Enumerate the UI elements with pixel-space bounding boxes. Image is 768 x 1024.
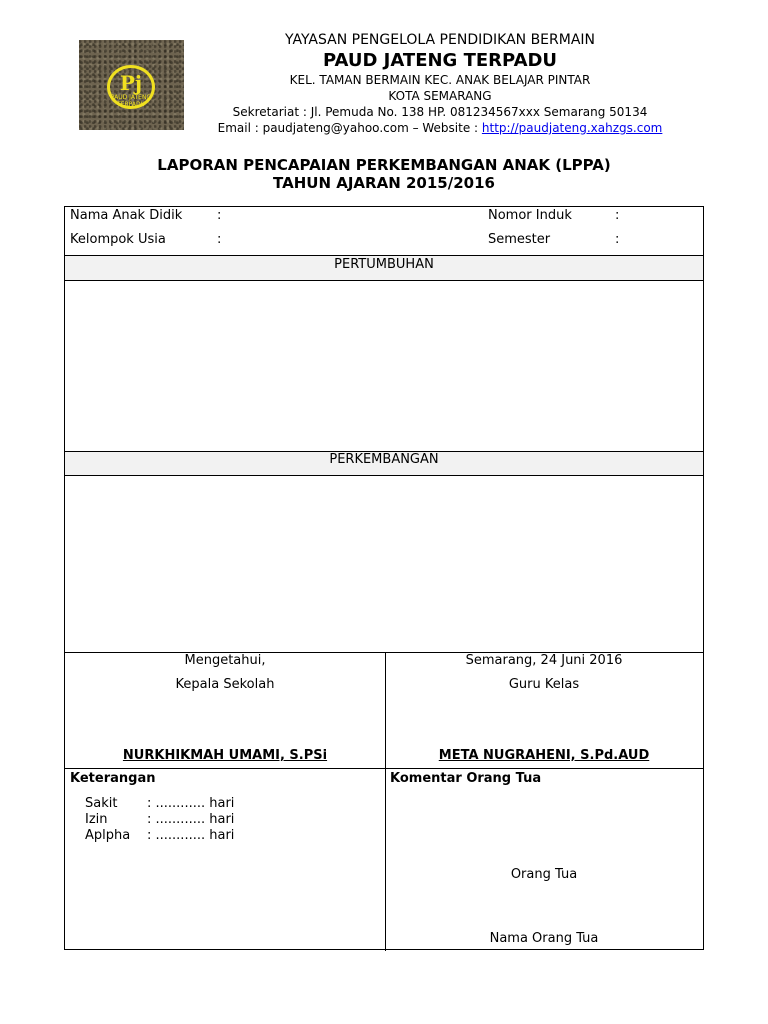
divider <box>65 768 703 769</box>
logo-subtext: PAUD JATENG TERPADU <box>110 94 152 108</box>
report-form <box>64 206 704 950</box>
website-link[interactable]: http://paudjateng.xahzgs.com <box>481 121 663 135</box>
principal-name: NURKHIKMAH UMAMI, S.PSi <box>122 748 328 763</box>
email-text: Email : paudjateng@yahoo.com – Website : <box>217 121 482 135</box>
growth-content-area[interactable] <box>65 281 703 451</box>
development-header <box>65 451 703 475</box>
principal-role: Kepala Sekolah <box>175 677 275 692</box>
id-number-colon: : <box>615 208 620 223</box>
growth-title: PERTUMBUHAN <box>334 257 434 272</box>
contact-line <box>200 121 680 135</box>
school-logo <box>79 40 184 130</box>
notes-title: Keterangan <box>70 771 156 786</box>
report-title: LAPORAN PENCAPAIAN PERKEMBANGAN ANAK (LPPA) <box>157 156 611 174</box>
principal-intro: Mengetahui, <box>184 653 266 668</box>
development-title: PERKEMBANGAN <box>329 452 439 467</box>
divider <box>65 451 703 452</box>
student-name-label: Nama Anak Didik <box>70 208 183 223</box>
report-year: TAHUN AJARAN 2015/2016 <box>273 174 495 192</box>
secretariat-line: Sekretariat : Jl. Pemuda No. 138 HP. 081234567xxx Semarang 50134 <box>232 105 648 119</box>
growth-header <box>65 255 703 280</box>
semester-colon: : <box>615 232 620 247</box>
attendance-row <box>85 812 234 827</box>
logo-badge-icon <box>107 65 155 109</box>
semester-label: Semester <box>488 232 551 247</box>
attendance-label: Aplpha <box>85 828 131 843</box>
attendance-row <box>85 828 234 843</box>
school-name: PAUD JATENG TERPADU <box>322 50 558 71</box>
parent-comment-title: Komentar Orang Tua <box>390 771 542 786</box>
logo-text: Pj <box>119 71 143 95</box>
parent-name-label: Nama Orang Tua <box>489 931 599 946</box>
attendance-label: Sakit <box>85 796 118 811</box>
age-group-colon: : <box>217 232 222 247</box>
parent-comment-area[interactable] <box>386 792 703 862</box>
teacher-name: META NUGRAHENI, S.Pd.AUD <box>438 748 650 763</box>
attendance-row <box>85 796 234 811</box>
id-number-label: Nomor Induk <box>488 208 572 223</box>
development-content-area[interactable] <box>65 476 703 652</box>
city-line: KOTA SEMARANG <box>388 89 492 103</box>
sign-place-date: Semarang, 24 Juni 2016 <box>465 653 623 668</box>
attendance-value: : ............ hari <box>147 812 235 827</box>
foundation-name: YAYASAN PENGELOLA PENDIDIKAN BERMAIN <box>284 32 596 48</box>
attendance-value: : ............ hari <box>147 796 235 811</box>
age-group-label: Kelompok Usia <box>70 232 166 247</box>
location-line: KEL. TAMAN BERMAIN KEC. ANAK BELAJAR PINTAR <box>289 73 591 87</box>
teacher-role: Guru Kelas <box>508 677 580 692</box>
student-name-colon: : <box>217 208 222 223</box>
parent-role: Orang Tua <box>510 867 578 882</box>
attendance-label: Izin <box>85 812 108 827</box>
divider <box>65 255 703 256</box>
attendance-value: : ............ hari <box>147 828 235 843</box>
